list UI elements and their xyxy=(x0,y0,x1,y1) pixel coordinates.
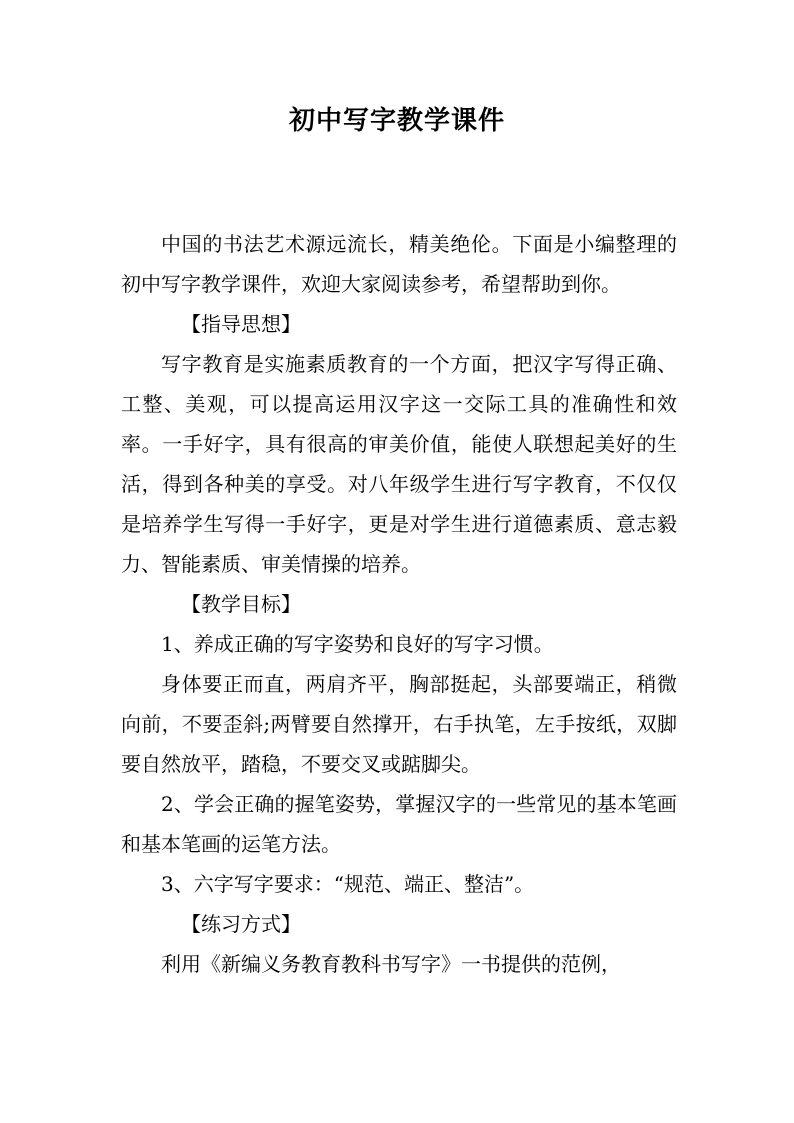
posture-paragraph: 身体要正而直，两肩齐平，胸部挺起，头部要端正，稍微向前，不要歪斜;两臂要自然撑开，右手执笔，左手按纸，双脚要自然放平，踏稳，不要交叉或踮脚尖。 xyxy=(121,672,677,776)
document-body xyxy=(121,224,677,984)
guiding-idea-paragraph: 写字教育是实施素质教育的一个方面，把汉字写得正确、工整、美观，可以提高运用汉字这一交际工具的准确性和效率。一手好字，具有很高的审美价值，能使人联想起美好的生活，得到各种美的享受。对八年级学生进行写字教育，不仅仅是培养学生写得一手好字，更是对学生进行道德素质、意志毅力、智能素质、审美情操的培养。 xyxy=(121,352,677,576)
section-heading-teaching-goals: 【教学目标】 xyxy=(181,592,301,616)
section-heading-guiding-idea: 【指导思想】 xyxy=(181,312,301,336)
practice-paragraph: 利用《新编义务教育教科书写字》一书提供的范例， xyxy=(161,952,621,976)
section-heading-practice-method: 【练习方式】 xyxy=(181,912,301,936)
document-title: 初中写字教学课件 xyxy=(288,106,505,136)
goal-item-3: 3、六字写字要求：“规范、端正、整洁”。 xyxy=(161,872,535,896)
goal-item-1: 1、养成正确的写字姿势和良好的写字习惯。 xyxy=(161,632,554,656)
goal-item-2: 2、学会正确的握笔姿势，掌握汉字的一些常见的基本笔画和基本笔画的运笔方法。 xyxy=(121,792,677,856)
intro-paragraph: 中国的书法艺术源远流长，精美绝伦。下面是小编整理的初中写字教学课件，欢迎大家阅读参考，希望帮助到你。 xyxy=(121,232,677,296)
